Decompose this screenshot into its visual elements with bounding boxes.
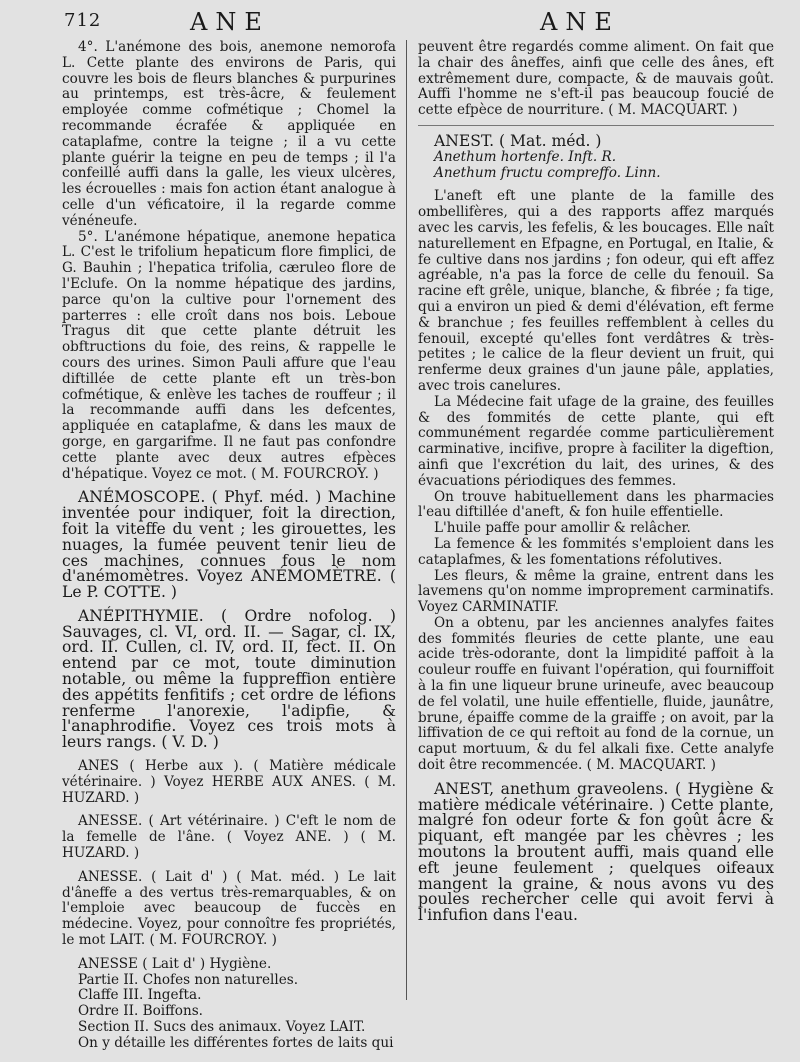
classif-line: Partie II. Chofes non naturelles. xyxy=(78,971,299,988)
entry-anest: ANEST. ( Mat. méd. ) xyxy=(434,131,602,150)
paragraph-continued: peuvent être regardés comme aliment. On fait que la chair des âneffes, ainfi que celle des ânes, eft extrêmement dure, compacte, & de mauvais goût. Auffi l'homme ne s'eft-il pas beaucoup foucié de cette efpèce de nourriture. ( M. MACQUART. ) xyxy=(418,39,774,119)
paragraph-anest-usage: La Médecine fait ufage de la graine, des feuilles & des fommités de cette plante, qui eft communément regardée comme particulièrement carminative, incifive, propre à faciliter la digeftion, ainfi que l'excrétion du lait, des urines, & des évacuations périodiques des femmes. xyxy=(418,393,774,489)
running-head-right: ANE xyxy=(540,8,620,36)
entry-anepithymie: ANÉPITHYMIE. ( Ordre nofolog. ) Sauvages, cl. VI, ord. II. — Sagar, cl. IX, ord. II. Cullen, cl. IV, ord. II, fect. II. On entend par ce mot, toute diminution notable, ou même la fuppreffion entière des appétits fenfitifs ; cet ordre de léfions renferme l'anorexie, l'adipfie, & l'anaphrodifie. Voyez ces trois mots à leurs rangs. ( V. D. ) xyxy=(62,606,396,752)
entry-anemoscope: ANÉMOSCOPE. ( Phyf. méd. ) Machine inventée pour indiquer, foit la direction, foit la viteffe du vent ; les girouettes, les nuages, la fumée peuvent tenir lieu de ces machines, connues fous le nom d'anémomètres. Voyez ANÉMOMÈTRE. ( Le P. COTTE. ) xyxy=(62,488,396,602)
right-column xyxy=(418,40,774,924)
paragraph-anest-analyse: On a obtenu, par les anciennes analyfes faites des fommités fleuries de cette plante, une eau acide très-odorante, dont la limpidité paffoit à la couleur rouffe en fuivant l'opération, qui fourniffoit à la fin une liqueur brune urineufe, avec beaucoup de fel volatil, une huile effentielle, fluide, jaunâtre, brune, épaiffe comme de la graiffe ; on avoit, par la liffivation de ce qui reftoit au fond de la cornue, un caput mortuum, & du fel alkali fixe. Cette analyfe doit être recommencée. ( M. MACQUART. ) xyxy=(418,614,774,774)
synonym-line: Anethum hortenfe. Inft. R. xyxy=(434,148,617,165)
page-number: 712 xyxy=(64,10,102,31)
entry-anest-veterinaire: ANEST, anethum graveolens. ( Hygiène & matière médicale vétérinaire. ) Cette plante, malgré fon odeur forte & fon goût âcre & piquant, eft mangée par les chèvres ; les moutons la broutent auffi, mais quand elle eft jeune feulement ; quelques oifeaux mangent la graine, & nous avons vu des poules rechercher celle qui avoit fervi à l'infufion dans l'eau. xyxy=(418,779,774,925)
entry-anesse-hygiene: ANESSE ( Lait d' ) Hygiène. xyxy=(78,955,272,972)
entry-anes: ANES ( Herbe aux ). ( Matière médicale vétérinaire. ) Voyez HERBE AUX ANES. ( M. HUZARD. ) xyxy=(62,758,396,806)
paragraph-anest-fleurs: Les fleurs, & même la graine, entrent dans les lavemens qu'on nomme improprement carminatifs. Voyez CARMINATIF. xyxy=(418,567,774,616)
classif-line: Section II. Sucs des animaux. Voyez LAIT. xyxy=(78,1019,366,1036)
paragraph-anest-description: L'aneft eft une plante de la famille des ombellifères, qui a des rapports affez marqués avec les carvis, les fefelis, & les boucages. Elle naît naturellement en Efpagne, en Portugal, en Italie, & fe cultive dans nos jardins ; fon odeur, qui eft affez agréable, n'a pas la force de celle du fenouil. Sa racine eft grêle, unique, blanche, & fibrée ; fa tige, qui a environ un pied & demi d'élévation, eft ferme & branchue ; fes feuilles reffemblent à celles du fenouil, excepté qu'elles font verdâtres & très-petites ; le calice de la fleur devient un fruit, qui renferme deux graines d'un jaune pâle, applaties, avec trois canelures. xyxy=(418,188,774,394)
left-column xyxy=(62,40,396,1052)
page-header xyxy=(0,8,800,38)
paragraph-anemone-bois: 4°. L'anémone des bois, anemone nemorofa L. Cette plante des environs de Paris, qui couvre les bois de fleurs blanches & purpurines au printemps, est très-âcre, & feulement employée comme cofmétique ; Chomel la recommande écrafée & appliquée en cataplafme, contre la teigne ; il a vu cette plante guérir la teigne en peu de temps ; il l'a confeillé auffi dans la galle, les vieux ulcères, les écrouelles : mais fon action étant analogue à celle d'un véficatoire, il la regarde comme vénéneufe. xyxy=(62,39,396,229)
column-rule xyxy=(406,40,407,1000)
paragraph-anest-semence: La femence & les fommités s'emploient dans les cataplafmes, & les fomentations réfolutives. xyxy=(418,535,774,568)
entry-anesse-lait: ANESSE. ( Lait d' ) ( Mat. méd. ) Le lait d'âneffe a des vertus très-remarquables, & on l'emploie avec beaucoup de fuccès en médecine. Voyez, pour connoître fes propriétés, le mot LAIT. ( M. FOURCROY. ) xyxy=(62,868,396,949)
entry-anesse: ANESSE. ( Art vétérinaire. ) C'eft le nom de la femelle de l'âne. ( Voyez ANE. ) ( M. HUZARD. ) xyxy=(62,813,396,862)
paragraph-anest-pharmacies: On trouve habituellement dans les pharmacies l'eau diftillée d'aneft, & fon huile effentielle. xyxy=(418,488,774,521)
synonym-line: Anethum fructu compreffo. Linn. xyxy=(434,164,661,181)
paragraph-anest-huile: L'huile paffe pour amollir & relâcher. xyxy=(434,520,691,537)
paragraph-anemone-hepatique: 5°. L'anémone hépatique, anemone hepatica L. C'est le trifolium hepaticum flore fimplici, de G. Bauhin ; l'hepatica trifolia, cæruleo flore de l'Eclufe. On la nomme hépatique des jardins, parce qu'on la cultive pour l'ornement des parterres : elle croît dans nos bois. Leboue Tragus dit que cette plante détruit les obftructions du foie, des reins, & rappelle le cours des urines. Simon Pauli affure que l'eau diftillée de cette plante eft un très-bon cofmétique, & enlève les taches de rouffeur ; il la recommande auffi dans les defcentes, appliquée en cataplafme, & dans les maux de gorge, en gargarifme. Il ne faut pas confondre cette plante avec deux autres efpèces d'hépatique. Voyez ce mot. ( M. FOURCROY. ) xyxy=(62,228,396,482)
classif-line: Ordre II. Boiffons. xyxy=(78,1003,204,1020)
running-head-left: ANE xyxy=(190,8,270,36)
paragraph-continuation: On y détaille les différentes fortes de laits qui xyxy=(78,1034,394,1051)
classif-line: Claffe III. Ingefta. xyxy=(78,987,202,1004)
entry-divider xyxy=(418,125,774,126)
